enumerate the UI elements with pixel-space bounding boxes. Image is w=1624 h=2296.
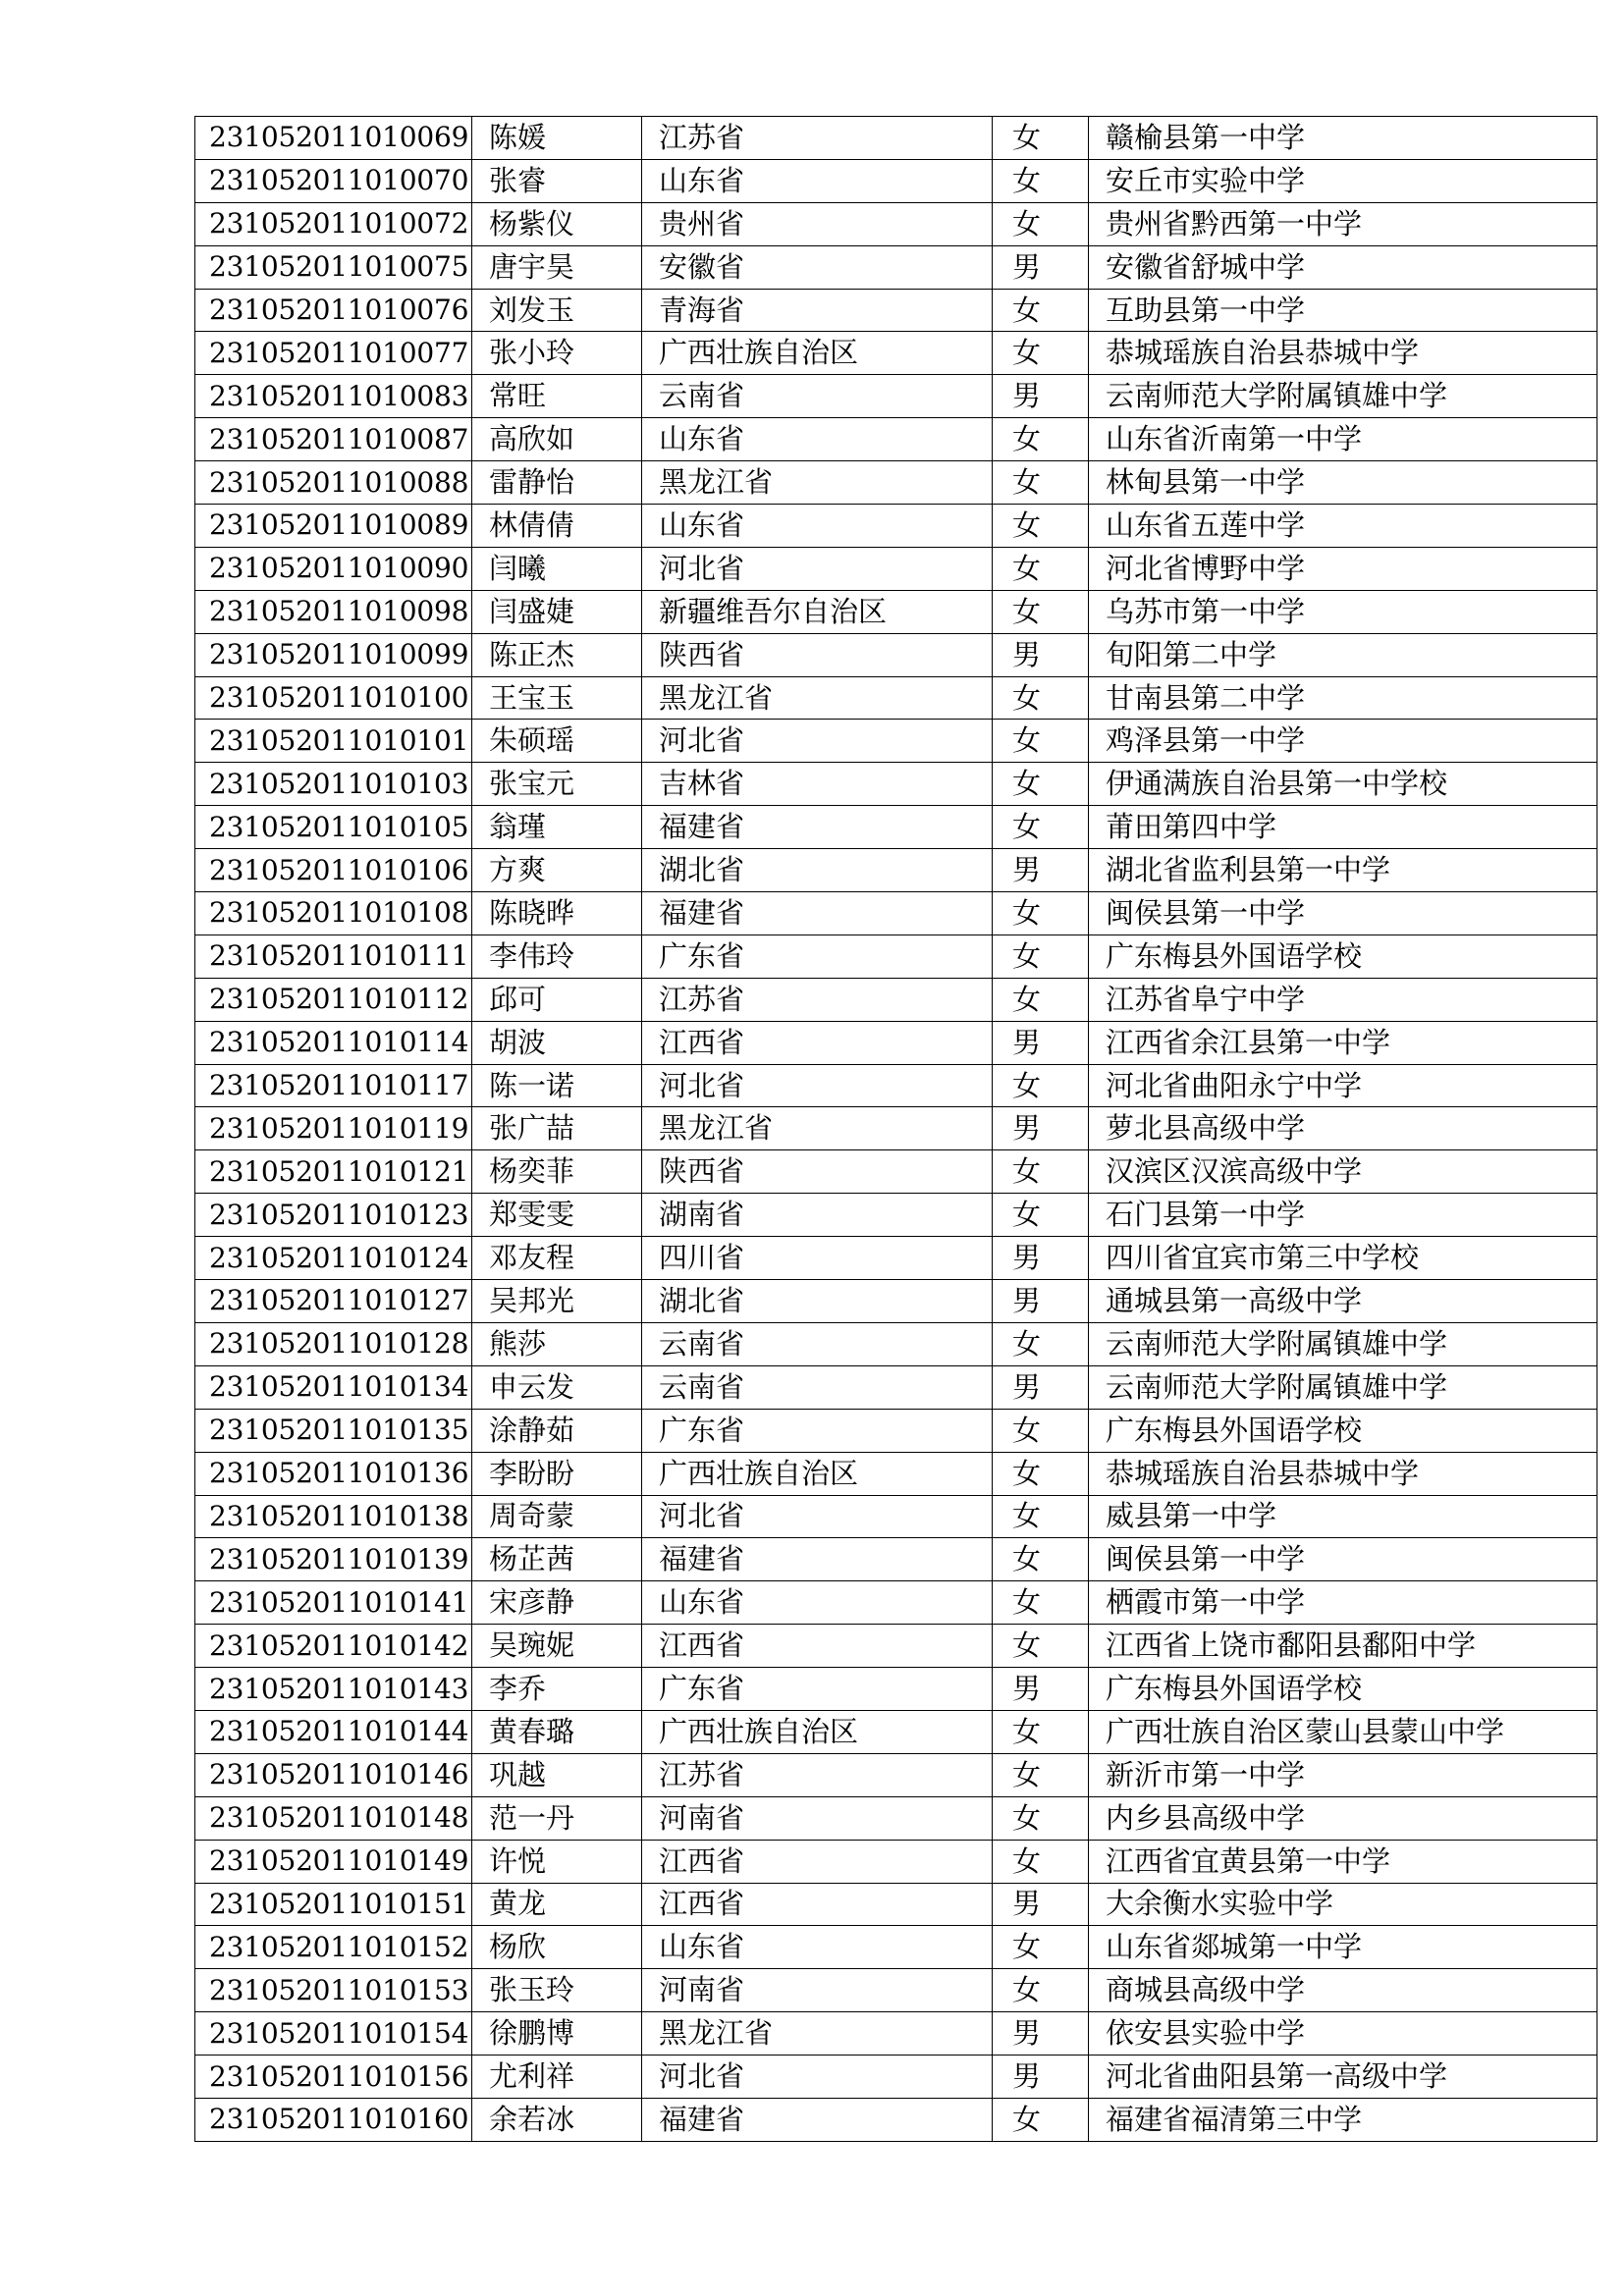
school-cell: 大余衡水实验中学 [1089,1883,1597,1926]
school-cell: 江西省宜黄县第一中学 [1089,1840,1597,1883]
gender-cell: 男 [993,1280,1089,1323]
gender-cell: 男 [993,1883,1089,1926]
student-id-cell: 231052011010076 [195,289,472,332]
student-name-cell: 余若冰 [472,2098,642,2141]
school-cell: 依安县实验中学 [1089,2012,1597,2056]
province-cell: 陕西省 [642,1150,993,1194]
table-row [195,1064,1597,1107]
school-cell: 安丘市实验中学 [1089,159,1597,202]
student-name-cell: 陈晓晔 [472,892,642,935]
gender-cell: 女 [993,1495,1089,1538]
province-cell: 广东省 [642,1409,993,1452]
roster-body [195,117,1597,2142]
school-cell: 旬阳第二中学 [1089,633,1597,676]
student-id-cell: 231052011010148 [195,1796,472,1840]
student-name-cell: 邓友程 [472,1237,642,1280]
student-id-cell: 231052011010099 [195,633,472,676]
school-cell: 贵州省黔西第一中学 [1089,202,1597,245]
gender-cell: 男 [993,2012,1089,2056]
student-id-cell: 231052011010106 [195,849,472,892]
student-name-cell: 陈一诺 [472,1064,642,1107]
student-name-cell: 尤利祥 [472,2056,642,2099]
gender-cell: 女 [993,418,1089,461]
gender-cell: 女 [993,1796,1089,1840]
table-row [195,806,1597,849]
student-name-cell: 邱可 [472,978,642,1021]
table-row [195,461,1597,505]
table-row [195,1150,1597,1194]
student-id-cell: 231052011010151 [195,1883,472,1926]
student-id-cell: 231052011010136 [195,1452,472,1495]
student-name-cell: 张睿 [472,159,642,202]
province-cell: 黑龙江省 [642,2012,993,2056]
province-cell: 福建省 [642,892,993,935]
province-cell: 黑龙江省 [642,461,993,505]
student-name-cell: 胡波 [472,1021,642,1064]
gender-cell: 女 [993,1452,1089,1495]
table-row [195,332,1597,375]
student-name-cell: 闫盛婕 [472,590,642,633]
student-name-cell: 常旺 [472,375,642,418]
school-cell: 广东梅县外国语学校 [1089,1668,1597,1711]
student-name-cell: 闫曦 [472,547,642,590]
student-id-cell: 231052011010090 [195,547,472,590]
student-name-cell: 陈正杰 [472,633,642,676]
school-cell: 河北省博野中学 [1089,547,1597,590]
table-row [195,1021,1597,1064]
province-cell: 河北省 [642,720,993,763]
student-name-cell: 杨奕菲 [472,1150,642,1194]
student-roster-table [194,116,1597,2142]
gender-cell: 女 [993,1322,1089,1365]
province-cell: 山东省 [642,418,993,461]
student-id-cell: 231052011010153 [195,1969,472,2012]
province-cell: 河北省 [642,547,993,590]
student-id-cell: 231052011010103 [195,763,472,806]
student-id-cell: 231052011010105 [195,806,472,849]
table-row [195,1538,1597,1581]
school-cell: 鸡泽县第一中学 [1089,720,1597,763]
student-id-cell: 231052011010117 [195,1064,472,1107]
province-cell: 黑龙江省 [642,1107,993,1150]
student-id-cell: 231052011010087 [195,418,472,461]
table-row [195,892,1597,935]
province-cell: 黑龙江省 [642,676,993,720]
table-row [195,547,1597,590]
school-cell: 通城县第一高级中学 [1089,1280,1597,1323]
student-name-cell: 陈媛 [472,117,642,160]
table-row [195,763,1597,806]
table-row [195,1710,1597,1753]
school-cell: 江苏省阜宁中学 [1089,978,1597,1021]
table-row [195,590,1597,633]
gender-cell: 男 [993,245,1089,289]
table-row [195,1280,1597,1323]
student-name-cell: 涂静茹 [472,1409,642,1452]
province-cell: 福建省 [642,806,993,849]
table-row [195,505,1597,548]
student-name-cell: 宋彦静 [472,1581,642,1625]
student-id-cell: 231052011010089 [195,505,472,548]
school-cell: 福建省福清第三中学 [1089,2098,1597,2141]
student-id-cell: 231052011010152 [195,1926,472,1969]
province-cell: 河北省 [642,2056,993,2099]
table-row [195,375,1597,418]
province-cell: 山东省 [642,1926,993,1969]
province-cell: 云南省 [642,1322,993,1365]
school-cell: 林甸县第一中学 [1089,461,1597,505]
gender-cell: 男 [993,1237,1089,1280]
province-cell: 江苏省 [642,978,993,1021]
province-cell: 新疆维吾尔自治区 [642,590,993,633]
school-cell: 江西省上饶市鄱阳县鄱阳中学 [1089,1625,1597,1668]
table-row [195,849,1597,892]
table-row [195,720,1597,763]
province-cell: 吉林省 [642,763,993,806]
gender-cell: 女 [993,547,1089,590]
student-name-cell: 郑雯雯 [472,1194,642,1237]
student-name-cell: 张宝元 [472,763,642,806]
student-name-cell: 高欣如 [472,418,642,461]
table-row [195,2056,1597,2099]
school-cell: 云南师范大学附属镇雄中学 [1089,375,1597,418]
province-cell: 广西壮族自治区 [642,332,993,375]
gender-cell: 女 [993,289,1089,332]
student-name-cell: 许悦 [472,1840,642,1883]
student-name-cell: 李盼盼 [472,1452,642,1495]
school-cell: 山东省五莲中学 [1089,505,1597,548]
province-cell: 青海省 [642,289,993,332]
province-cell: 四川省 [642,1237,993,1280]
table-row [195,1322,1597,1365]
gender-cell: 女 [993,676,1089,720]
student-name-cell: 巩越 [472,1753,642,1796]
student-id-cell: 231052011010146 [195,1753,472,1796]
province-cell: 贵州省 [642,202,993,245]
province-cell: 江西省 [642,1840,993,1883]
gender-cell: 男 [993,1107,1089,1150]
school-cell: 安徽省舒城中学 [1089,245,1597,289]
province-cell: 云南省 [642,1365,993,1409]
student-id-cell: 231052011010156 [195,2056,472,2099]
table-row [195,1625,1597,1668]
table-row [195,978,1597,1021]
province-cell: 湖南省 [642,1194,993,1237]
province-cell: 云南省 [642,375,993,418]
school-cell: 恭城瑶族自治县恭城中学 [1089,332,1597,375]
student-id-cell: 231052011010154 [195,2012,472,2056]
province-cell: 广东省 [642,934,993,978]
table-row [195,159,1597,202]
gender-cell: 女 [993,892,1089,935]
school-cell: 湖北省监利县第一中学 [1089,849,1597,892]
student-id-cell: 231052011010139 [195,1538,472,1581]
province-cell: 山东省 [642,505,993,548]
student-id-cell: 231052011010138 [195,1495,472,1538]
table-row [195,1194,1597,1237]
gender-cell: 男 [993,1365,1089,1409]
table-row [195,117,1597,160]
province-cell: 山东省 [642,1581,993,1625]
school-cell: 莆田第四中学 [1089,806,1597,849]
school-cell: 甘南县第二中学 [1089,676,1597,720]
table-row [195,1796,1597,1840]
student-id-cell: 231052011010134 [195,1365,472,1409]
student-name-cell: 范一丹 [472,1796,642,1840]
student-id-cell: 231052011010141 [195,1581,472,1625]
gender-cell: 女 [993,720,1089,763]
student-name-cell: 刘发玉 [472,289,642,332]
student-id-cell: 231052011010069 [195,117,472,160]
school-cell: 四川省宜宾市第三中学校 [1089,1237,1597,1280]
student-id-cell: 231052011010083 [195,375,472,418]
school-cell: 新沂市第一中学 [1089,1753,1597,1796]
gender-cell: 女 [993,1581,1089,1625]
province-cell: 河北省 [642,1064,993,1107]
student-name-cell: 杨欣 [472,1926,642,1969]
school-cell: 江西省余江县第一中学 [1089,1021,1597,1064]
table-row [195,1668,1597,1711]
province-cell: 陕西省 [642,633,993,676]
student-name-cell: 唐宇昊 [472,245,642,289]
student-id-cell: 231052011010119 [195,1107,472,1150]
student-name-cell: 李伟玲 [472,934,642,978]
student-id-cell: 231052011010088 [195,461,472,505]
gender-cell: 女 [993,1969,1089,2012]
gender-cell: 男 [993,1668,1089,1711]
student-id-cell: 231052011010121 [195,1150,472,1194]
school-cell: 河北省曲阳永宁中学 [1089,1064,1597,1107]
school-cell: 广西壮族自治区蒙山县蒙山中学 [1089,1710,1597,1753]
school-cell: 石门县第一中学 [1089,1194,1597,1237]
school-cell: 闽侯县第一中学 [1089,892,1597,935]
gender-cell: 女 [993,505,1089,548]
school-cell: 赣榆县第一中学 [1089,117,1597,160]
table-row [195,1883,1597,1926]
school-cell: 汉滨区汉滨高级中学 [1089,1150,1597,1194]
table-row [195,202,1597,245]
student-id-cell: 231052011010077 [195,332,472,375]
gender-cell: 女 [993,1538,1089,1581]
student-id-cell: 231052011010160 [195,2098,472,2141]
student-id-cell: 231052011010123 [195,1194,472,1237]
student-id-cell: 231052011010128 [195,1322,472,1365]
gender-cell: 女 [993,934,1089,978]
table-row [195,1753,1597,1796]
school-cell: 商城县高级中学 [1089,1969,1597,2012]
table-row [195,676,1597,720]
school-cell: 威县第一中学 [1089,1495,1597,1538]
student-name-cell: 黄春璐 [472,1710,642,1753]
table-row [195,418,1597,461]
student-name-cell: 张玉玲 [472,1969,642,2012]
table-row [195,934,1597,978]
student-name-cell: 杨紫仪 [472,202,642,245]
gender-cell: 女 [993,806,1089,849]
student-id-cell: 231052011010075 [195,245,472,289]
table-row [195,1581,1597,1625]
student-id-cell: 231052011010111 [195,934,472,978]
table-row [195,1969,1597,2012]
table-row [195,1237,1597,1280]
gender-cell: 女 [993,461,1089,505]
province-cell: 福建省 [642,1538,993,1581]
student-name-cell: 张广喆 [472,1107,642,1150]
student-name-cell: 熊莎 [472,1322,642,1365]
school-cell: 闽侯县第一中学 [1089,1538,1597,1581]
province-cell: 江西省 [642,1625,993,1668]
student-name-cell: 申云发 [472,1365,642,1409]
gender-cell: 女 [993,117,1089,160]
table-row [195,2012,1597,2056]
gender-cell: 男 [993,849,1089,892]
school-cell: 互助县第一中学 [1089,289,1597,332]
gender-cell: 女 [993,1409,1089,1452]
school-cell: 栖霞市第一中学 [1089,1581,1597,1625]
student-name-cell: 黄龙 [472,1883,642,1926]
student-id-cell: 231052011010143 [195,1668,472,1711]
school-cell: 云南师范大学附属镇雄中学 [1089,1322,1597,1365]
table-row [195,1409,1597,1452]
gender-cell: 女 [993,332,1089,375]
province-cell: 江西省 [642,1021,993,1064]
school-cell: 恭城瑶族自治县恭城中学 [1089,1452,1597,1495]
school-cell: 山东省沂南第一中学 [1089,418,1597,461]
school-cell: 河北省曲阳县第一高级中学 [1089,2056,1597,2099]
province-cell: 广西壮族自治区 [642,1452,993,1495]
gender-cell: 女 [993,1064,1089,1107]
student-id-cell: 231052011010070 [195,159,472,202]
student-name-cell: 吴邦光 [472,1280,642,1323]
gender-cell: 女 [993,1625,1089,1668]
province-cell: 广西壮族自治区 [642,1710,993,1753]
gender-cell: 女 [993,1194,1089,1237]
gender-cell: 女 [993,978,1089,1021]
school-cell: 内乡县高级中学 [1089,1796,1597,1840]
table-row [195,2098,1597,2141]
student-id-cell: 231052011010144 [195,1710,472,1753]
student-name-cell: 朱硕瑶 [472,720,642,763]
student-name-cell: 徐鹏博 [472,2012,642,2056]
student-id-cell: 231052011010149 [195,1840,472,1883]
gender-cell: 男 [993,2056,1089,2099]
province-cell: 广东省 [642,1668,993,1711]
province-cell: 湖北省 [642,1280,993,1323]
table-row [195,1840,1597,1883]
province-cell: 山东省 [642,159,993,202]
student-id-cell: 231052011010108 [195,892,472,935]
table-row [195,1495,1597,1538]
gender-cell: 女 [993,763,1089,806]
student-name-cell: 林倩倩 [472,505,642,548]
student-id-cell: 231052011010135 [195,1409,472,1452]
province-cell: 湖北省 [642,849,993,892]
school-cell: 云南师范大学附属镇雄中学 [1089,1365,1597,1409]
province-cell: 河北省 [642,1495,993,1538]
province-cell: 江西省 [642,1883,993,1926]
table-row [195,1107,1597,1150]
student-name-cell: 翁瑾 [472,806,642,849]
student-id-cell: 231052011010127 [195,1280,472,1323]
student-name-cell: 王宝玉 [472,676,642,720]
province-cell: 江苏省 [642,1753,993,1796]
province-cell: 福建省 [642,2098,993,2141]
table-row [195,1365,1597,1409]
gender-cell: 男 [993,1021,1089,1064]
student-id-cell: 231052011010098 [195,590,472,633]
gender-cell: 女 [993,590,1089,633]
gender-cell: 男 [993,375,1089,418]
gender-cell: 女 [993,202,1089,245]
student-id-cell: 231052011010142 [195,1625,472,1668]
table-row [195,633,1597,676]
student-name-cell: 李乔 [472,1668,642,1711]
table-row [195,1452,1597,1495]
student-id-cell: 231052011010101 [195,720,472,763]
student-name-cell: 周奇蒙 [472,1495,642,1538]
school-cell: 伊通满族自治县第一中学校 [1089,763,1597,806]
student-id-cell: 231052011010114 [195,1021,472,1064]
gender-cell: 女 [993,1840,1089,1883]
gender-cell: 女 [993,1753,1089,1796]
gender-cell: 女 [993,1150,1089,1194]
student-id-cell: 231052011010112 [195,978,472,1021]
table-row [195,1926,1597,1969]
student-name-cell: 张小玲 [472,332,642,375]
gender-cell: 女 [993,159,1089,202]
student-name-cell: 雷静怡 [472,461,642,505]
gender-cell: 女 [993,1926,1089,1969]
gender-cell: 女 [993,2098,1089,2141]
gender-cell: 女 [993,1710,1089,1753]
student-name-cell: 杨芷茜 [472,1538,642,1581]
student-name-cell: 吴琬妮 [472,1625,642,1668]
student-id-cell: 231052011010124 [195,1237,472,1280]
table-row [195,245,1597,289]
table-row [195,289,1597,332]
student-name-cell: 方爽 [472,849,642,892]
student-id-cell: 231052011010100 [195,676,472,720]
school-cell: 山东省郯城第一中学 [1089,1926,1597,1969]
student-id-cell: 231052011010072 [195,202,472,245]
school-cell: 广东梅县外国语学校 [1089,1409,1597,1452]
gender-cell: 男 [993,633,1089,676]
province-cell: 河南省 [642,1969,993,2012]
province-cell: 安徽省 [642,245,993,289]
school-cell: 乌苏市第一中学 [1089,590,1597,633]
province-cell: 河南省 [642,1796,993,1840]
province-cell: 江苏省 [642,117,993,160]
school-cell: 萝北县高级中学 [1089,1107,1597,1150]
school-cell: 广东梅县外国语学校 [1089,934,1597,978]
